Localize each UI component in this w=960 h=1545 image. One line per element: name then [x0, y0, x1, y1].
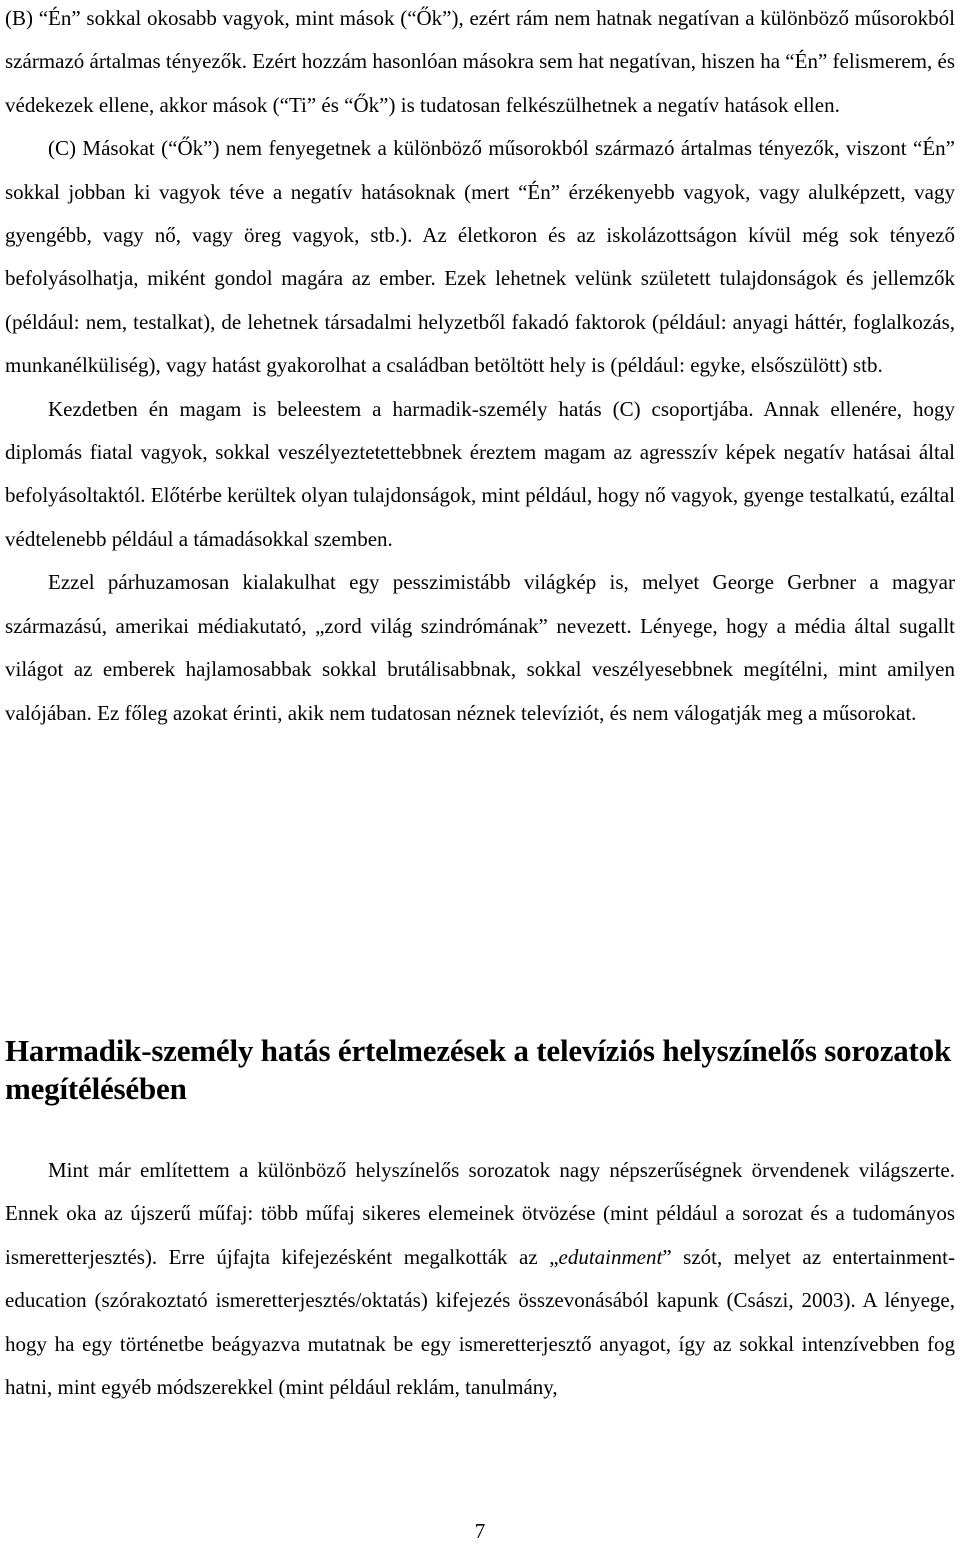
paragraph-c: (C) Másokat (“Ők”) nem fenyegetnek a különböző műsorokból származó ártalmas tényezők, viszont “Én” sokkal jobban ki vagyok téve a negatív hatásoknak (mert “Én” érzékenyebb vagyok, vagy alulképzett, vagy gyengébb, vagy nő, vagy öreg vagyok, stb.). Az életkoron és az iskolázottságon kívül még sok tényező befolyásolhatja, miként gondol magára az ember. Ezek lehetnek velünk született tulajdonságok és jellemzők (például: nem, testalkat), de lehetnek társadalmi helyzetből fakadó faktorok (például: anyagi háttér, foglalkozás, munkanélküliség), vagy hatást gyakorolhat a családban betöltött hely is (például: egyke, elsőszülött) stb.	[5, 136, 955, 378]
body-text-bottom	[5, 1149, 955, 1409]
paragraph-edutainment	[5, 1149, 955, 1409]
paragraph-text-end: ” szót, melyet az entertainment-education (szórakoztató ismeretterjesztés/oktatás) kifejezés összevonásából kapunk (Császi, 2003). A lényege, hogy ha egy történetbe beágyazva mutatnak be egy ismeretterjesztő anyagot, így az sokkal intenzívebben fog hatni, mint egyéb módszerekkel (mint például reklám, tanulmány,	[5, 1244, 955, 1400]
page-number: 7	[474, 1519, 486, 1543]
section-heading: Harmadik-személy hatás értelmezések a televíziós helyszínelős sorozatok megítélésében	[5, 1033, 952, 1106]
paragraph-b: (B) “Én” sokkal okosabb vagyok, mint mások (“Ők”), ezért rám nem hatnak negatívan a különböző műsorokból származó ártalmas tényezők. Ezért hozzám hasonlóan másokra sem hat negatívan, hiszen ha “Én” felismerem, és védekezek ellene, akkor mások (“Ti” és “Ők”) is tudatosan felkészülhetnek a negatív hatások ellen.	[5, 6, 955, 117]
paragraph-personal-experience: Kezdetben én magam is beleestem a harmadik-személy hatás (C) csoportjába. Annak ellenére, hogy diplomás fiatal vagyok, sokkal veszélyeztetettebbnek éreztem magam az agresszív képek negatív hatásai által befolyásoltaktól. Előtérbe kerültek olyan tulajdonságok, mint például, hogy nő vagyok, gyenge testalkatú, ezáltal védtelenebb például a támadásokkal szemben.	[5, 396, 955, 551]
body-text-top	[5, 0, 955, 735]
paragraph-gerbner: Ezzel párhuzamosan kialakulhat egy pesszimistább világkép is, melyet George Gerbner a magyar származású, amerikai médiakutató, „zord világ szindrómának” nevezett. Lényege, hogy a média által sugallt világot az emberek hajlamosabbak sokkal brutálisabbnak, sokkal veszélyesebbnek megítélni, mint amilyen valójában. Ez főleg azokat érinti, akik nem tudatosan néznek televíziót, és nem válogatják meg a műsorokat.	[5, 570, 955, 725]
paragraph-text-start: Mint már említettem a különböző helyszínelős sorozatok nagy népszerűségnek örvendenek világszerte. Ennek oka az újszerű műfaj: több műfaj sikeres elemeinek ötvözése (mint például a sorozat és a tudományos ismeretterjesztés). Erre újfajta kifejezésként megalkották az „	[5, 1158, 955, 1269]
edutainment-term: edutainment	[558, 1244, 663, 1269]
